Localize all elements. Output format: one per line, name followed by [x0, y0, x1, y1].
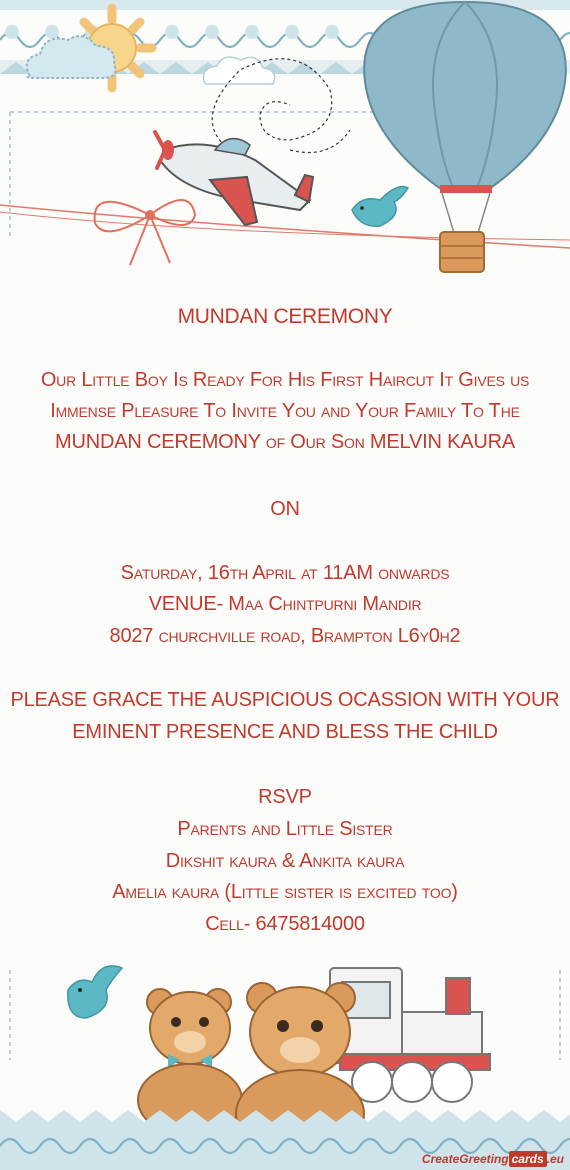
- rsvp-line-3: Amelia kaura (Little sister is excited too): [112, 881, 458, 903]
- rsvp-line-1: Parents and Little Sister: [177, 818, 393, 840]
- blessing-line-2: EMINENT PRESENCE AND BLESS THE CHILD: [72, 721, 498, 743]
- venue-line: VENUE- Maa Chintpurni Mandir: [148, 593, 422, 615]
- watermark-boxed: cards: [509, 1151, 547, 1167]
- airplane-icon: [155, 132, 313, 225]
- watermark-prefix: CreateGreeting: [421, 1152, 509, 1166]
- bird-icon: [68, 966, 122, 1018]
- intro-line-2: Immense Pleasure To Invite You and Your Family To The: [50, 400, 520, 422]
- on-label: ON: [270, 498, 300, 520]
- top-decoration: [0, 0, 570, 290]
- watermark-logo: [422, 1152, 564, 1166]
- watermark-suffix: .eu: [546, 1152, 564, 1166]
- toy-train-icon: [330, 968, 490, 1102]
- address-line: 8027 churchville road, Brampton L6y0h2: [109, 625, 461, 647]
- bottom-decoration: [0, 950, 570, 1170]
- rsvp-phone: Cell- 6475814000: [205, 913, 365, 935]
- ceremony-title: MUNDAN CEREMONY: [177, 305, 393, 328]
- bird-icon: [352, 187, 408, 227]
- intro-line-1: Our Little Boy Is Ready For His First Haircut It Gives us: [40, 369, 530, 391]
- rsvp-heading: RSVP: [258, 786, 312, 808]
- date-line: Saturday, 16th April at 11AM onwards: [120, 562, 450, 584]
- intro-line-3: MUNDAN CEREMONY of Our Son MELVIN KAURA: [55, 431, 515, 453]
- blessing-line-1: PLEASE GRACE THE AUSPICIOUS OCASSION WITH YOUR: [10, 689, 560, 711]
- hot-air-balloon-icon: [364, 2, 566, 272]
- bow-icon: [95, 200, 195, 265]
- rsvp-line-2: Dikshit kaura & Ankita kaura: [165, 850, 405, 872]
